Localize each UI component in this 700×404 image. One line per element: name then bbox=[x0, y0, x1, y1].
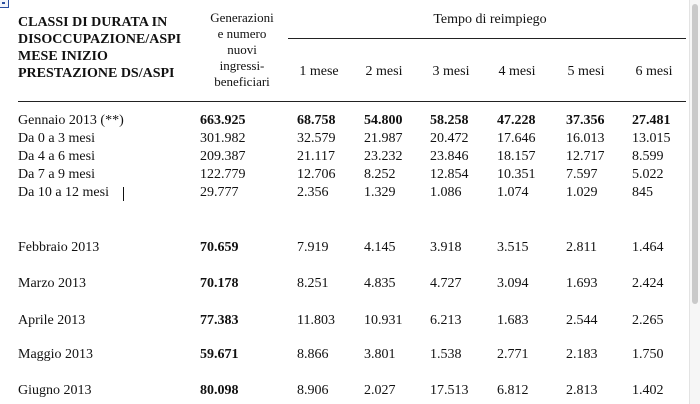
generation-header-line: beneficiari bbox=[214, 74, 270, 89]
month-value: 4.145 bbox=[364, 240, 396, 255]
scrollbar-thumb[interactable] bbox=[692, 4, 698, 304]
generation-value: 122.779 bbox=[200, 167, 246, 182]
month-value: 2.265 bbox=[632, 313, 664, 328]
month-value: 1.074 bbox=[497, 185, 529, 200]
month-value: 7.597 bbox=[566, 167, 598, 182]
month-value: 8.599 bbox=[632, 149, 664, 164]
month-value: 37.356 bbox=[566, 113, 605, 128]
row-label: Da 4 a 6 mesi bbox=[18, 149, 95, 164]
month-value: 8.906 bbox=[297, 383, 329, 398]
row-class-header-line: MESE INIZIO bbox=[18, 49, 108, 64]
row-label: Giugno 2013 bbox=[18, 383, 92, 398]
month-value: 16.013 bbox=[566, 131, 605, 146]
month-value: 12.854 bbox=[430, 167, 469, 182]
row-class-header-line: DISOCCUPAZIONE/ASPI bbox=[18, 32, 182, 47]
row-label: Aprile 2013 bbox=[18, 313, 86, 328]
month-value: 4.835 bbox=[364, 276, 396, 291]
month-value: 845 bbox=[632, 185, 653, 200]
month-value: 17.646 bbox=[497, 131, 536, 146]
month-value: 1.538 bbox=[430, 347, 462, 362]
month-value: 10.931 bbox=[364, 313, 403, 328]
month-header: 3 mesi bbox=[432, 64, 470, 79]
row-label: Marzo 2013 bbox=[18, 276, 87, 291]
month-value: 13.015 bbox=[632, 131, 671, 146]
month-value: 18.157 bbox=[497, 149, 536, 164]
month-header: 1 mese bbox=[299, 64, 339, 79]
month-header: 2 mesi bbox=[365, 64, 403, 79]
month-value: 32.579 bbox=[297, 131, 336, 146]
month-value: 1.329 bbox=[364, 185, 396, 200]
generation-value: 663.925 bbox=[200, 113, 246, 128]
generation-value: 70.178 bbox=[200, 276, 239, 291]
month-value: 3.918 bbox=[430, 240, 462, 255]
month-value: 17.513 bbox=[430, 383, 469, 398]
month-value: 20.472 bbox=[430, 131, 469, 146]
month-value: 1.683 bbox=[497, 313, 529, 328]
month-value: 3.515 bbox=[497, 240, 529, 255]
month-value: 11.803 bbox=[297, 313, 335, 328]
month-value: 58.258 bbox=[430, 113, 469, 128]
month-value: 7.919 bbox=[297, 240, 329, 255]
month-value: 2.771 bbox=[497, 347, 529, 362]
month-value: 8.251 bbox=[297, 276, 329, 291]
month-value: 8.866 bbox=[297, 347, 329, 362]
row-label: Da 0 a 3 mesi bbox=[18, 131, 95, 146]
month-value: 21.117 bbox=[297, 149, 335, 164]
row-label: Febbraio 2013 bbox=[18, 240, 100, 255]
month-value: 47.228 bbox=[497, 113, 536, 128]
window-corner-icon bbox=[0, 0, 9, 8]
row-label: Maggio 2013 bbox=[18, 347, 94, 362]
generation-header-line: e numero bbox=[217, 26, 267, 41]
month-value: 54.800 bbox=[364, 113, 403, 128]
row-class-header bbox=[18, 14, 181, 82]
month-value: 2.424 bbox=[632, 276, 664, 291]
month-header: 5 mesi bbox=[567, 64, 605, 79]
month-value: 6.213 bbox=[430, 313, 462, 328]
generation-header-line: ingressi- bbox=[219, 58, 265, 73]
month-value: 23.846 bbox=[430, 149, 469, 164]
row-class-header-line: CLASSI DI DURATA IN bbox=[18, 15, 168, 30]
month-value: 10.351 bbox=[497, 167, 536, 182]
month-value: 2.183 bbox=[566, 347, 598, 362]
month-value: 21.987 bbox=[364, 131, 403, 146]
month-value: 1.086 bbox=[430, 185, 462, 200]
month-value: 12.717 bbox=[566, 149, 605, 164]
row-label: Gennaio 2013 (**) bbox=[18, 113, 124, 128]
month-value: 5.022 bbox=[632, 167, 664, 182]
row-label: Da 10 a 12 mesi bbox=[18, 185, 109, 200]
month-value: 2.813 bbox=[566, 383, 598, 398]
generation-value: 29.777 bbox=[200, 185, 239, 200]
header-separator-rule bbox=[18, 101, 686, 102]
text-cursor bbox=[123, 187, 124, 201]
month-value: 2.356 bbox=[297, 185, 329, 200]
month-value: 1.693 bbox=[566, 276, 598, 291]
month-value: 12.706 bbox=[297, 167, 336, 182]
month-value: 3.094 bbox=[497, 276, 529, 291]
generation-header-line: Generazioni bbox=[210, 10, 274, 25]
month-value: 68.758 bbox=[297, 113, 336, 128]
generation-value: 301.982 bbox=[200, 131, 246, 146]
month-value: 1.402 bbox=[632, 383, 664, 398]
month-header: 4 mesi bbox=[498, 64, 536, 79]
generation-header bbox=[198, 10, 286, 90]
month-value: 2.027 bbox=[364, 383, 396, 398]
vertical-scrollbar[interactable] bbox=[689, 0, 700, 404]
generation-value: 59.671 bbox=[200, 347, 239, 362]
generation-value: 209.387 bbox=[200, 149, 246, 164]
month-value: 2.811 bbox=[566, 240, 597, 255]
month-value: 23.232 bbox=[364, 149, 403, 164]
row-label: Da 7 a 9 mesi bbox=[18, 167, 95, 182]
tempo-reimpiego-header: Tempo di reimpiego bbox=[433, 12, 547, 27]
generation-value: 80.098 bbox=[200, 383, 239, 398]
month-value: 3.801 bbox=[364, 347, 396, 362]
month-value: 1.750 bbox=[632, 347, 664, 362]
generation-value: 77.383 bbox=[200, 313, 239, 328]
month-value: 1.464 bbox=[632, 240, 664, 255]
month-value: 2.544 bbox=[566, 313, 598, 328]
row-class-header-line: PRESTAZIONE DS/ASPI bbox=[18, 66, 175, 81]
month-value: 4.727 bbox=[430, 276, 462, 291]
month-header: 6 mesi bbox=[635, 64, 673, 79]
month-value: 8.252 bbox=[364, 167, 396, 182]
generation-header-line: nuovi bbox=[227, 42, 257, 57]
month-value: 1.029 bbox=[566, 185, 598, 200]
month-value: 6.812 bbox=[497, 383, 529, 398]
month-value: 27.481 bbox=[632, 113, 671, 128]
generation-value: 70.659 bbox=[200, 240, 239, 255]
tempo-header-rule bbox=[288, 38, 686, 39]
